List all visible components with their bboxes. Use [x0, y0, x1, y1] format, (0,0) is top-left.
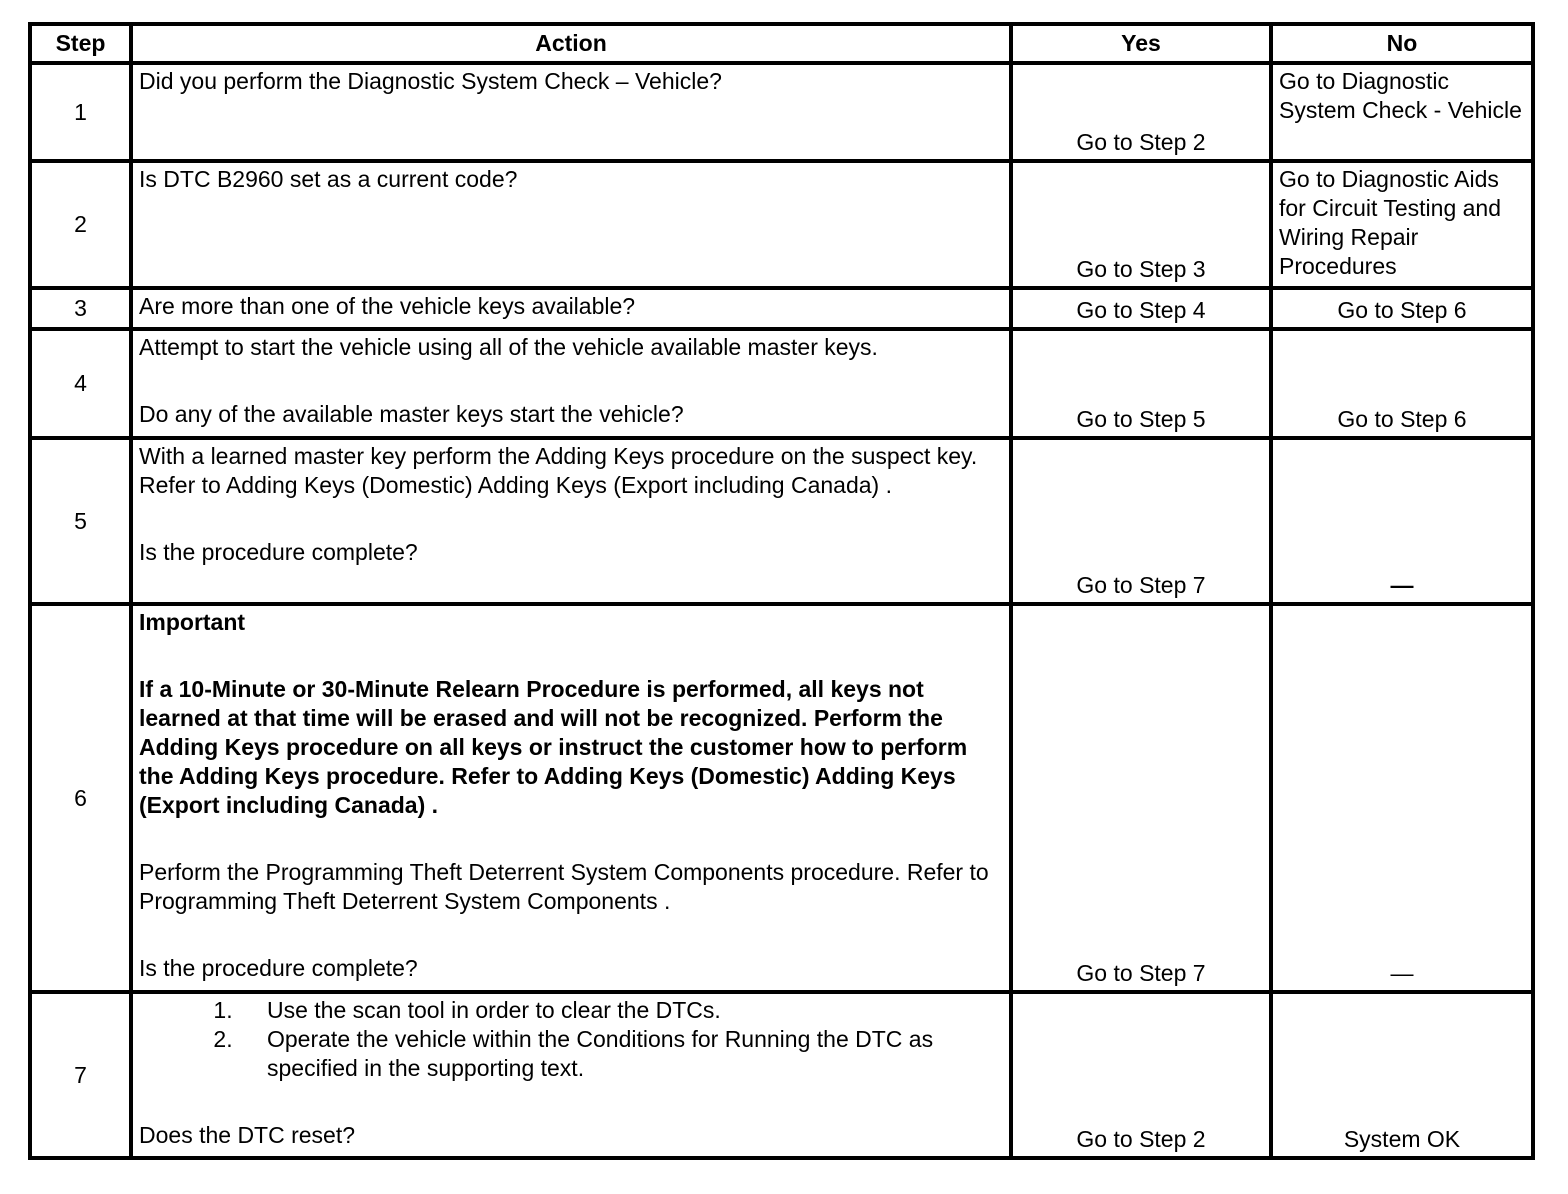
action-question: Is the procedure complete?: [139, 955, 418, 981]
table-header-row: [30, 24, 1533, 63]
action-text: Are more than one of the vehicle keys available?: [131, 288, 1011, 329]
important-label: Important: [139, 609, 246, 635]
step-number: 6: [30, 604, 131, 992]
diagnostic-table: [28, 22, 1535, 1160]
step-number: 7: [30, 992, 131, 1158]
yes-result: Go to Step 3: [1011, 161, 1271, 288]
action-cell: [131, 329, 1011, 438]
yes-result: Go to Step 4: [1011, 288, 1271, 329]
step-number: 5: [30, 438, 131, 604]
action-instruction: With a learned master key perform the Adding Keys procedure on the suspect key. Refer to Adding Keys (Domestic) Adding Keys (Export including Canada) .: [139, 443, 978, 498]
no-result: System OK: [1271, 992, 1533, 1158]
list-item: 1. Use the scan tool in order to clear the DTCs.: [239, 996, 1003, 1025]
no-result: Go to Step 6: [1271, 329, 1533, 438]
no-result: Go to Diagnostic System Check - Vehicle: [1271, 63, 1533, 161]
header-step: Step: [30, 24, 131, 63]
step-number: 4: [30, 329, 131, 438]
header-yes: Yes: [1011, 24, 1271, 63]
no-result: Go to Diagnostic Aids for Circuit Testing and Wiring Repair Procedures: [1271, 161, 1533, 288]
header-action: Action: [131, 24, 1011, 63]
action-question: Does the DTC reset?: [139, 1122, 356, 1148]
action-text: Did you perform the Diagnostic System Check – Vehicle?: [131, 63, 1011, 161]
action-instruction: Perform the Programming Theft Deterrent System Components procedure. Refer to Programming Theft Deterrent System Components .: [139, 859, 989, 914]
action-question: Do any of the available master keys start the vehicle?: [139, 401, 684, 427]
table-row: [30, 329, 1533, 438]
action-cell: [131, 438, 1011, 604]
action-question: Is the procedure complete?: [139, 539, 418, 565]
list-item: 2. Operate the vehicle within the Conditions for Running the DTC as specified in the supporting text.: [239, 1025, 1003, 1083]
table-row: [30, 438, 1533, 604]
action-text: Is DTC B2960 set as a current code?: [131, 161, 1011, 288]
action-cell: [131, 992, 1011, 1158]
yes-result: Go to Step 7: [1011, 604, 1271, 992]
action-cell: [131, 604, 1011, 992]
yes-result: Go to Step 2: [1011, 63, 1271, 161]
yes-result: Go to Step 2: [1011, 992, 1271, 1158]
step-number: 2: [30, 161, 131, 288]
procedure-list: [139, 996, 1003, 1083]
table-row: [30, 161, 1533, 288]
yes-result: Go to Step 5: [1011, 329, 1271, 438]
no-result: —: [1271, 438, 1533, 604]
table-row: [30, 63, 1533, 161]
table-row: [30, 604, 1533, 992]
action-instruction: Attempt to start the vehicle using all of the vehicle available master keys.: [139, 334, 878, 360]
table-row: [30, 288, 1533, 329]
step-number: 1: [30, 63, 131, 161]
yes-result: Go to Step 7: [1011, 438, 1271, 604]
important-notice: If a 10-Minute or 30-Minute Relearn Procedure is performed, all keys not learned at that time will be erased and will not be recognized. Perform the Adding Keys procedure on all keys or instruct the customer how to perform the Adding Keys procedure. Refer to Adding Keys (Domestic) Adding Keys (Export including Canada) .: [139, 676, 968, 818]
no-result: —: [1271, 604, 1533, 992]
table-row: [30, 992, 1533, 1158]
header-no: No: [1271, 24, 1533, 63]
step-number: 3: [30, 288, 131, 329]
no-result: Go to Step 6: [1271, 288, 1533, 329]
